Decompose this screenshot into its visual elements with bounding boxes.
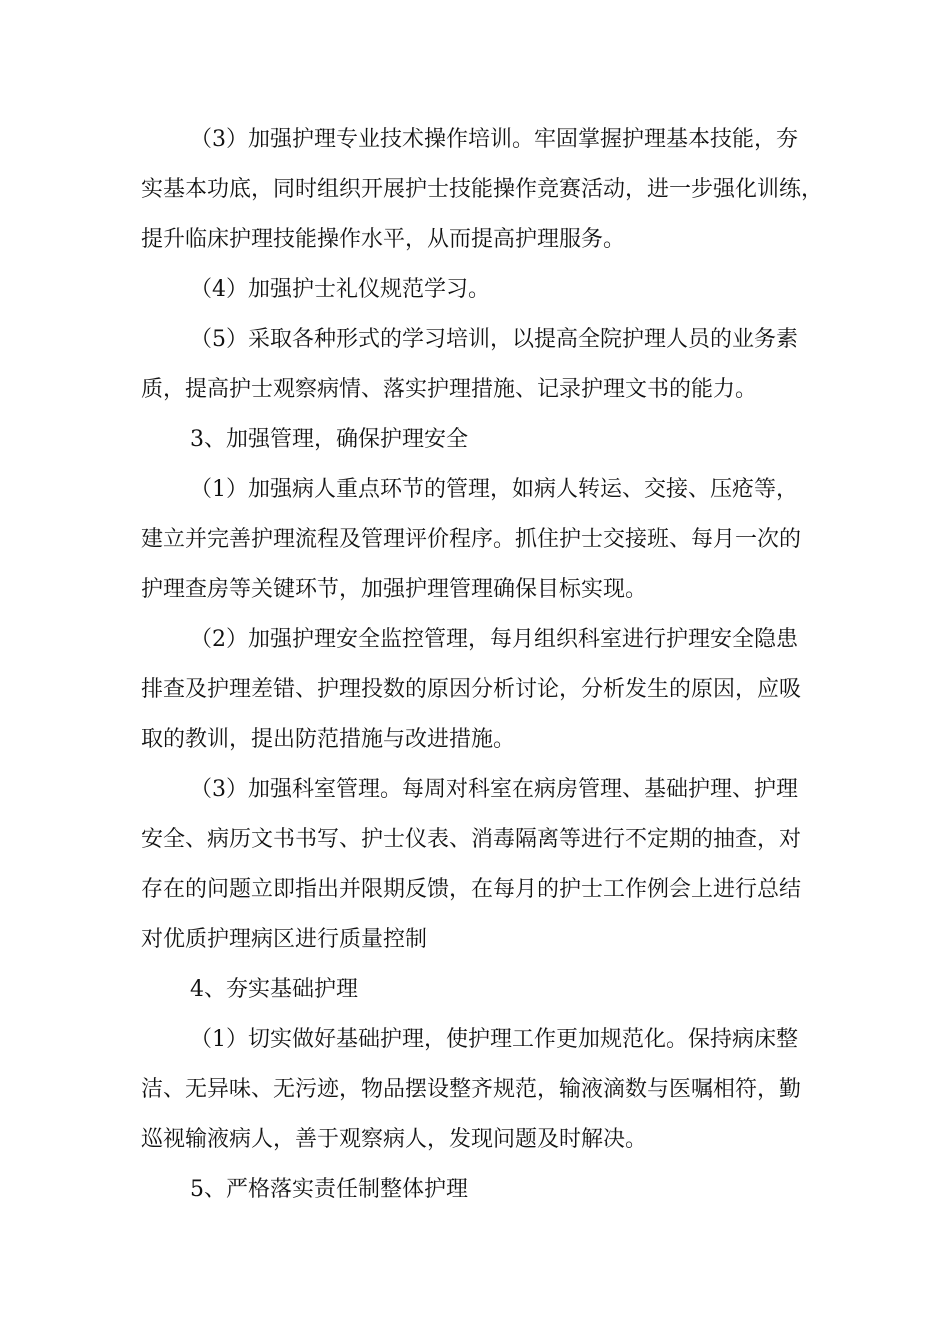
paragraph-s3-1-line-1: （1）加强病人重点环节的管理，如病人转运、交接、压疮等，: [190, 477, 798, 502]
section-5-heading: 5、严格落实责任制整体护理: [190, 1177, 468, 1202]
paragraph-s3-2-line-1: （2）加强护理安全监控管理，每月组织科室进行护理安全隐患: [190, 627, 798, 652]
paragraph-4-etiquette-line-1: （4）加强护士礼仪规范学习。: [190, 277, 490, 302]
paragraph-s3-3-line-4: 对优质护理病区进行质量控制: [141, 927, 428, 952]
paragraph-s4-1-line-1: （1）切实做好基础护理，使护理工作更加规范化。保持病床整: [190, 1027, 798, 1052]
paragraph-5-study-line-2: 质，提高护士观察病情、落实护理措施、记录护理文书的能力。: [141, 377, 758, 402]
paragraph-s4-1-line-3: 巡视输液病人，善于观察病人，发现问题及时解决。: [141, 1127, 648, 1152]
paragraph-s3-1-line-3: 护理查房等关键环节，加强护理管理确保目标实现。: [141, 577, 648, 602]
paragraph-s3-3-line-2: 安全、病历文书书写、护士仪表、消毒隔离等进行不定期的抽查，对: [141, 827, 802, 852]
paragraph-s3-2-line-3: 取的教训，提出防范措施与改进措施。: [141, 727, 516, 752]
paragraph-s3-2-line-2: 排查及护理差错、护理投数的原因分析讨论，分析发生的原因，应吸: [141, 677, 802, 702]
paragraph-3-training-line-3: 提升临床护理技能操作水平，从而提高护理服务。: [141, 227, 626, 252]
paragraph-s4-1-line-2: 洁、无异味、无污迹，物品摆设整齐规范，输液滴数与医嘱相符，勤: [141, 1077, 802, 1102]
paragraph-3-training-line-2: 实基本功底，同时组织开展护士技能操作竞赛活动，进一步强化训练，: [141, 177, 824, 202]
paragraph-s3-3-line-1: （3）加强科室管理。每周对科室在病房管理、基础护理、护理: [190, 777, 798, 802]
section-3-heading: 3、加强管理，确保护理安全: [190, 427, 468, 452]
paragraph-s3-3-line-3: 存在的问题立即指出并限期反馈，在每月的护士工作例会上进行总结: [141, 877, 802, 902]
section-4-heading: 4、夯实基础护理: [190, 977, 358, 1002]
paragraph-3-training-line-1: （3）加强护理专业技术操作培训。牢固掌握护理基本技能，夯: [190, 127, 798, 152]
paragraph-5-study-line-1: （5）采取各种形式的学习培训，以提高全院护理人员的业务素: [190, 327, 798, 352]
paragraph-s3-1-line-2: 建立并完善护理流程及管理评价程序。抓住护士交接班、每月一次的: [141, 527, 802, 552]
